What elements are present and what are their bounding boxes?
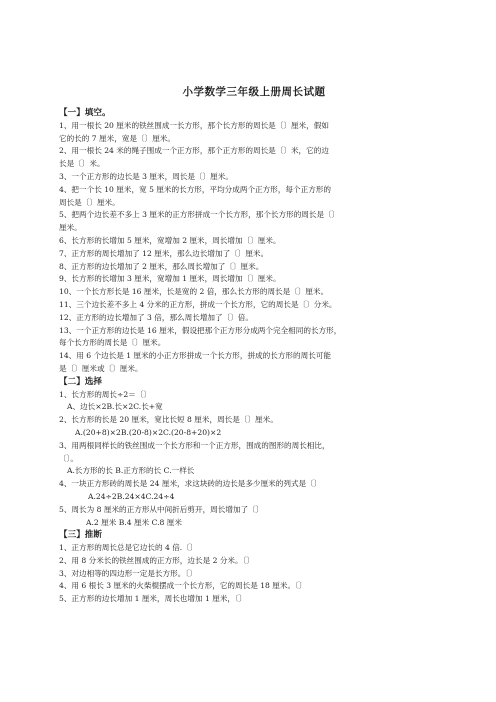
fill-question-14: 14、用 6 个边长是 1 厘米的小正方形拼成一个长方形，拼成的长方形的周长可能	[59, 351, 331, 361]
section-heading-choice: 【二】选择	[59, 376, 102, 387]
choice-options-5: A.2 厘米 B.4 厘米 C.8 厘米	[86, 517, 182, 527]
choice-question-4: 4、一块正方形砖的周长是 24 厘米，求这块砖的边长是多少厘米的列式是〔〕	[59, 479, 322, 489]
fill-question-11: 11、三个边长差不多上 4 分米的正方形，拼成一个长方形，它的周长是〔〕分米。	[59, 299, 337, 309]
judge-question-1: 1、正方形的周长总是它边长的 4 倍.〔〕	[59, 543, 198, 553]
fill-question-1: 1、用一根长 20 厘米的铁丝围成一长方形，那个长方形的周长是〔〕厘米，假如	[59, 120, 329, 130]
fill-question-9: 9、长方形的长增加 3 厘米，宽增加 1 厘米，周长增加〔〕厘米。	[59, 274, 281, 284]
fill-question-1-cont: 它的长的 7 厘米，宽是〔〕厘米。	[59, 133, 175, 143]
choice-options-1: A、边长×2B.长×2C.长+宽	[67, 402, 163, 412]
fill-question-5: 5、把两个边长差不多上 3 厘米的正方形拼成一个长方形，那个长方形的周长是〔〕	[59, 210, 340, 220]
judge-question-2: 2、用 8 分米长的铁丝围成的正方形，边长是 2 分米。〔〕	[59, 555, 255, 565]
choice-options-3: A.长方形的长 B.正方形的长 C.一样长	[67, 466, 195, 476]
fill-question-6: 6、长方形的长增加 5 厘米，宽增加 2 厘米，周长增加〔〕厘米。	[59, 235, 281, 245]
worksheet	[59, 84, 449, 606]
fill-question-13: 13、一个正方形的边长是 16 厘米，假设把那个正方形分成两个完全相同的长方形，	[59, 325, 342, 335]
fill-question-3: 3、一个正方形的边长是 3 厘米，周长是〔〕厘米。	[59, 171, 233, 181]
section-heading-fill: 【一】填空。	[59, 108, 111, 118]
choice-question-2: 2、长方形的长是 20 厘米，宽比长短 8 厘米，周长是〔〕厘米。	[59, 415, 278, 425]
fill-question-4: 4、把一个长 10 厘米，宽 5 厘米的长方形，平均分成两个正方形，每个正方形的	[59, 184, 331, 194]
choice-question-3: 3、用两根同样长的铁丝围成一个长方形和一个正方形，围成的图形的周长相比，	[59, 440, 330, 450]
fill-question-8: 8、正方形的边长增加了 2 厘米，那么周长增加了〔〕厘米。	[59, 261, 264, 271]
judge-question-5: 5、正方形的边长增加 1 厘米，周长也增加 1 厘米，〔〕	[59, 594, 247, 604]
judge-question-3: 3、对边相等的四边形一定是长方形。〔〕	[59, 568, 197, 578]
fill-question-12: 12、正方形的边长增加了 3 倍，那么周长增加了〔〕倍。	[59, 312, 253, 322]
fill-question-2: 2、用一根长 24 米的绳子围成一个正方形，那个正方形的周长是〔〕米，它的边	[59, 146, 329, 156]
fill-question-14-cont: 是〔〕厘米或〔〕厘米。	[59, 363, 143, 373]
fill-question-10: 10、一个长方形长是 16 厘米，长是宽的 2 倍，那么长方形的周长是〔〕厘米。	[59, 287, 329, 297]
fill-question-7: 7、正方形的周长增加了 12 厘米，那么边长增加了〔〕厘米。	[59, 248, 269, 258]
fill-question-5-cont: 厘米。	[59, 223, 82, 233]
page-title: 小学数学三年级上册周长试题	[182, 86, 326, 98]
fill-question-13-cont: 每个长方形的周长是〔〕厘米。	[59, 338, 166, 348]
judge-question-4: 4、用 6 根长 3 厘米的火柴棍摆成一个长方形，它的周长是 18 厘米。〔〕	[59, 581, 307, 591]
fill-question-4-cont: 周长是〔〕厘米。	[59, 197, 120, 207]
choice-options-2: A.(20+8)×2B.(20-8)×2C.(20-8+20)×2	[75, 427, 222, 437]
choice-question-3-cont: 〔〕。	[59, 453, 78, 463]
fill-question-2-cont: 长是〔〕米。	[59, 159, 105, 169]
choice-question-5: 5、周长为 8 厘米的正方形从中间折后剪开，周长增加了〔〕	[59, 504, 264, 514]
choice-options-4: A.24÷2B.24×4C.24÷4	[88, 491, 175, 501]
choice-question-1: 1、长方形的周长÷2＝〔〕	[59, 389, 151, 399]
section-heading-judge: 【三】推断	[59, 530, 102, 541]
